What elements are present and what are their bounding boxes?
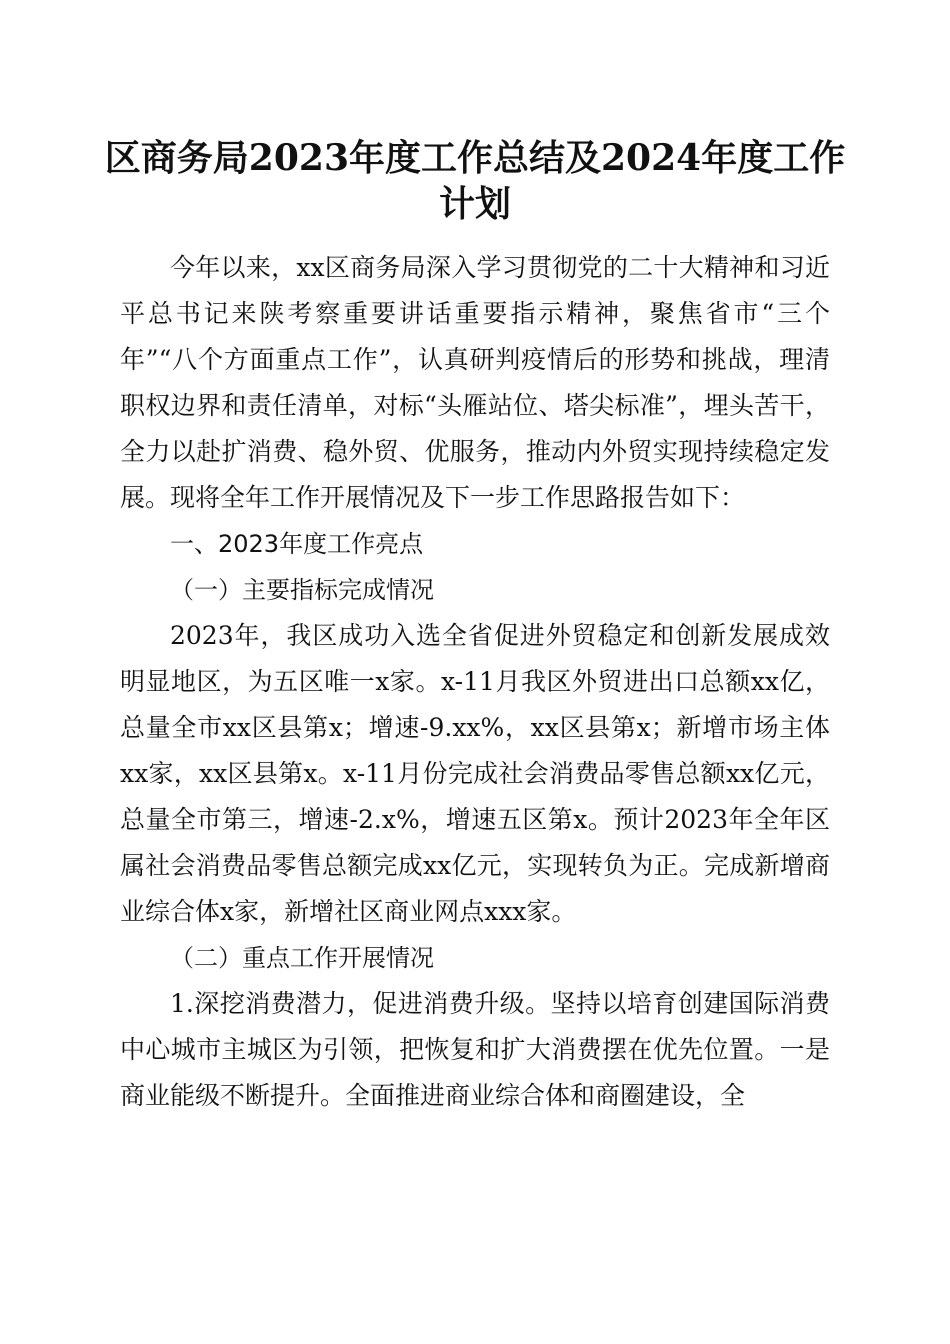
document-title-continued: 计划 [438,183,511,225]
document-title: 区商务局2023年度工作总结及2024年度工作 [104,137,846,179]
subsection-heading-indicators: （一）主要指标完成情况 [170,576,434,604]
key-work-paragraph: 1.深挖消费潜力，促进消费升级。坚持以培育创建国际消费中心城市主城区为引领，把恢复和扩大消费摆在优先位置。一是商业能级不断提升。全面推进商业综合体和商圈建设，全 [120,989,830,1110]
intro-paragraph: 今年以来，xx区商务局深入学习贯彻党的二十大精神和习近平总书记来陕考察重要讲话重要指示精神，聚焦省市“三个年”“八个方面重点工作”，认真研判疫情后的形势和挑战，理清职权边界和责任清单，对标“头雁站位、塔尖标准”，埋头苦干，全力以赴扩消费、稳外贸、优服务，推动内外贸实现持续稳定发展。现将全年工作开展情况及下一步工作思路报告如下： [120,253,830,512]
section-heading-highlights: 一、2023年度工作亮点 [170,530,424,558]
document-body [120,245,830,1119]
subsection-heading-key-work: （二）重点工作开展情况 [170,944,434,972]
indicators-paragraph: 2023年，我区成功入选全省促进外贸稳定和创新发展成效明显地区，为五区唯一x家。x-11月我区外贸进出口总额xx亿，总量全市xx区县第x；增速-9.xx%，xx区县第x；新增市场主体xx家，xx区县第x。x-11月份完成社会消费品零售总额xx亿元，总量全市第三，增速-2.x%，增速五区第x。预计2023年全年区属社会消费品零售总额完成xx亿元，实现转负为正。完成新增商业综合体x家，新增社区商业网点xxx家。 [120,621,830,926]
